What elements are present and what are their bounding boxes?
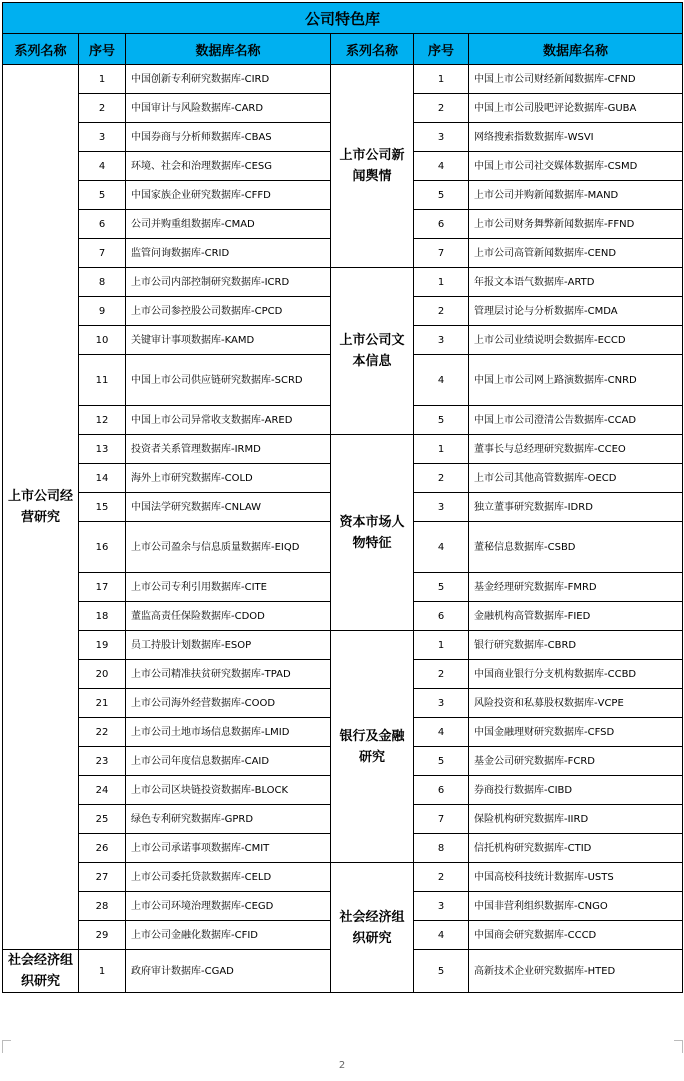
database-name-right: 董事长与总经理研究数据库-CCEO <box>469 435 683 464</box>
database-name-left: 上市公司环境治理数据库-CEGD <box>126 892 331 921</box>
database-name-right: 上市公司其他高管数据库-OECD <box>469 464 683 493</box>
row-number-right: 2 <box>414 297 469 326</box>
database-name-right: 上市公司并购新闻数据库-MAND <box>469 181 683 210</box>
database-name-left: 中国家族企业研究数据库-CFFD <box>126 181 331 210</box>
database-name-left: 中国审计与风险数据库-CARD <box>126 94 331 123</box>
database-name-left: 上市公司精准扶贫研究数据库-TPAD <box>126 660 331 689</box>
row-number-right: 7 <box>414 805 469 834</box>
database-name-right: 中国上市公司财经新闻数据库-CFND <box>469 65 683 94</box>
series-left-1: 社会经济组织研究 <box>3 950 79 993</box>
table-row <box>3 863 683 892</box>
row-number-left: 28 <box>79 892 126 921</box>
header-db-name-right: 数据库名称 <box>469 34 683 65</box>
row-number-left: 1 <box>79 65 126 94</box>
database-name-left: 关键审计事项数据库-KAMD <box>126 326 331 355</box>
row-number-right: 3 <box>414 892 469 921</box>
row-number-left: 5 <box>79 181 126 210</box>
row-number-right: 8 <box>414 834 469 863</box>
row-number-left: 4 <box>79 152 126 181</box>
row-number-left: 23 <box>79 747 126 776</box>
row-number-right: 3 <box>414 493 469 522</box>
database-name-right: 高新技术企业研究数据库-HTED <box>469 950 683 993</box>
row-number-left: 6 <box>79 210 126 239</box>
row-number-right: 6 <box>414 776 469 805</box>
database-name-right: 中国商会研究数据库-CCCD <box>469 921 683 950</box>
database-name-left: 上市公司盈余与信息质量数据库-EIQD <box>126 522 331 573</box>
header-row <box>3 34 683 65</box>
database-name-right: 信托机构研究数据库-CTID <box>469 834 683 863</box>
row-number-left: 12 <box>79 406 126 435</box>
row-number-left: 3 <box>79 123 126 152</box>
database-name-right: 上市公司业绩说明会数据库-ECCD <box>469 326 683 355</box>
database-name-right: 上市公司高管新闻数据库-CEND <box>469 239 683 268</box>
row-number-left: 15 <box>79 493 126 522</box>
row-number-left: 22 <box>79 718 126 747</box>
row-number-left: 2 <box>79 94 126 123</box>
row-number-right: 7 <box>414 239 469 268</box>
database-name-left: 上市公司土地市场信息数据库-LMID <box>126 718 331 747</box>
row-number-right: 5 <box>414 181 469 210</box>
header-no-left: 序号 <box>79 34 126 65</box>
row-number-right: 3 <box>414 123 469 152</box>
database-name-left: 海外上市研究数据库-COLD <box>126 464 331 493</box>
row-number-right: 4 <box>414 152 469 181</box>
database-name-right: 金融机构高管数据库-FIED <box>469 602 683 631</box>
header-series-right: 系列名称 <box>331 34 414 65</box>
row-number-right: 2 <box>414 660 469 689</box>
database-name-left: 上市公司内部控制研究数据库-ICRD <box>126 268 331 297</box>
row-number-right: 3 <box>414 326 469 355</box>
row-number-right: 4 <box>414 921 469 950</box>
row-number-right: 1 <box>414 435 469 464</box>
row-number-right: 5 <box>414 573 469 602</box>
database-name-right: 董秘信息数据库-CSBD <box>469 522 683 573</box>
database-name-right: 银行研究数据库-CBRD <box>469 631 683 660</box>
row-number-left: 29 <box>79 921 126 950</box>
table-row <box>3 435 683 464</box>
page-number: 2 <box>338 1060 346 1071</box>
row-number-right: 4 <box>414 355 469 406</box>
row-number-left: 13 <box>79 435 126 464</box>
database-name-left: 上市公司参控股公司数据库-CPCD <box>126 297 331 326</box>
row-number-right: 5 <box>414 747 469 776</box>
database-name-left: 政府审计数据库-CGAD <box>126 950 331 993</box>
database-name-left: 中国上市公司异常收支数据库-ARED <box>126 406 331 435</box>
row-number-left: 25 <box>79 805 126 834</box>
database-name-left: 中国创新专利研究数据库-CIRD <box>126 65 331 94</box>
database-name-right: 中国上市公司网上路演数据库-CNRD <box>469 355 683 406</box>
database-name-right: 券商投行数据库-CIBD <box>469 776 683 805</box>
row-number-left: 8 <box>79 268 126 297</box>
row-number-right: 3 <box>414 689 469 718</box>
database-name-left: 董监高责任保险数据库-CDOD <box>126 602 331 631</box>
database-name-left: 公司并购重组数据库-CMAD <box>126 210 331 239</box>
header-no-right: 序号 <box>414 34 469 65</box>
database-name-left: 中国上市公司供应链研究数据库-SCRD <box>126 355 331 406</box>
document-sheet <box>2 2 682 993</box>
row-number-left: 14 <box>79 464 126 493</box>
database-name-right: 中国上市公司股吧评论数据库-GUBA <box>469 94 683 123</box>
header-series-left: 系列名称 <box>3 34 79 65</box>
row-number-left: 20 <box>79 660 126 689</box>
database-name-left: 上市公司承诺事项数据库-CMIT <box>126 834 331 863</box>
database-name-right: 基金公司研究数据库-FCRD <box>469 747 683 776</box>
database-name-left: 投资者关系管理数据库-IRMD <box>126 435 331 464</box>
row-number-right: 1 <box>414 268 469 297</box>
row-number-right: 6 <box>414 602 469 631</box>
row-number-left: 7 <box>79 239 126 268</box>
row-number-left: 27 <box>79 863 126 892</box>
database-name-right: 管理层讨论与分析数据库-CMDA <box>469 297 683 326</box>
series-right-2: 资本市场人物特征 <box>331 435 414 631</box>
database-name-left: 中国法学研究数据库-CNLAW <box>126 493 331 522</box>
row-number-right: 2 <box>414 863 469 892</box>
database-name-left: 环境、社会和治理数据库-CESG <box>126 152 331 181</box>
row-number-left: 10 <box>79 326 126 355</box>
database-name-right: 风险投资和私募股权数据库-VCPE <box>469 689 683 718</box>
table-row <box>3 268 683 297</box>
series-right-3: 银行及金融研究 <box>331 631 414 863</box>
database-name-left: 上市公司专利引用数据库-CITE <box>126 573 331 602</box>
series-right-4: 社会经济组织研究 <box>331 863 414 993</box>
row-number-right: 5 <box>414 950 469 993</box>
row-number-left: 1 <box>79 950 126 993</box>
database-name-left: 上市公司金融化数据库-CFID <box>126 921 331 950</box>
database-name-right: 中国金融理财研究数据库-CFSD <box>469 718 683 747</box>
database-name-left: 中国券商与分析师数据库-CBAS <box>126 123 331 152</box>
database-name-right: 基金经理研究数据库-FMRD <box>469 573 683 602</box>
database-name-left: 上市公司海外经营数据库-COOD <box>126 689 331 718</box>
row-number-right: 1 <box>414 631 469 660</box>
database-name-right: 中国上市公司澄清公告数据库-CCAD <box>469 406 683 435</box>
row-number-left: 11 <box>79 355 126 406</box>
row-number-right: 4 <box>414 522 469 573</box>
database-name-right: 独立董事研究数据库-IDRD <box>469 493 683 522</box>
database-table <box>2 2 683 993</box>
database-name-right: 中国商业银行分支机构数据库-CCBD <box>469 660 683 689</box>
row-number-left: 18 <box>79 602 126 631</box>
page-corner-mark-right <box>674 1040 683 1053</box>
database-name-right: 网络搜索指数数据库-WSVI <box>469 123 683 152</box>
database-name-right: 中国高校科技统计数据库-USTS <box>469 863 683 892</box>
database-name-right: 保险机构研究数据库-IIRD <box>469 805 683 834</box>
table-row <box>3 631 683 660</box>
header-db-name-left: 数据库名称 <box>126 34 331 65</box>
row-number-left: 21 <box>79 689 126 718</box>
table-row <box>3 65 683 94</box>
database-name-left: 绿色专利研究数据库-GPRD <box>126 805 331 834</box>
row-number-right: 5 <box>414 406 469 435</box>
database-name-left: 上市公司区块链投资数据库-BLOCK <box>126 776 331 805</box>
row-number-right: 4 <box>414 718 469 747</box>
row-number-left: 16 <box>79 522 126 573</box>
database-name-left: 上市公司年度信息数据库-CAID <box>126 747 331 776</box>
database-name-left: 监管问询数据库-CRID <box>126 239 331 268</box>
series-right-0: 上市公司新闻舆情 <box>331 65 414 268</box>
series-left-0: 上市公司经营研究 <box>3 65 79 950</box>
database-name-right: 上市公司财务舞弊新闻数据库-FFND <box>469 210 683 239</box>
row-number-right: 2 <box>414 94 469 123</box>
page-corner-mark-left <box>2 1040 11 1053</box>
database-name-left: 员工持股计划数据库-ESOP <box>126 631 331 660</box>
row-number-left: 9 <box>79 297 126 326</box>
table-title: 公司特色库 <box>3 3 683 34</box>
row-number-left: 26 <box>79 834 126 863</box>
series-right-1: 上市公司文本信息 <box>331 268 414 435</box>
row-number-right: 6 <box>414 210 469 239</box>
row-number-right: 2 <box>414 464 469 493</box>
title-row <box>3 3 683 34</box>
database-name-left: 上市公司委托贷款数据库-CELD <box>126 863 331 892</box>
database-name-right: 中国非营利组织数据库-CNGO <box>469 892 683 921</box>
row-number-left: 24 <box>79 776 126 805</box>
row-number-right: 1 <box>414 65 469 94</box>
database-name-right: 中国上市公司社交媒体数据库-CSMD <box>469 152 683 181</box>
row-number-left: 17 <box>79 573 126 602</box>
database-name-right: 年报文本语气数据库-ARTD <box>469 268 683 297</box>
row-number-left: 19 <box>79 631 126 660</box>
